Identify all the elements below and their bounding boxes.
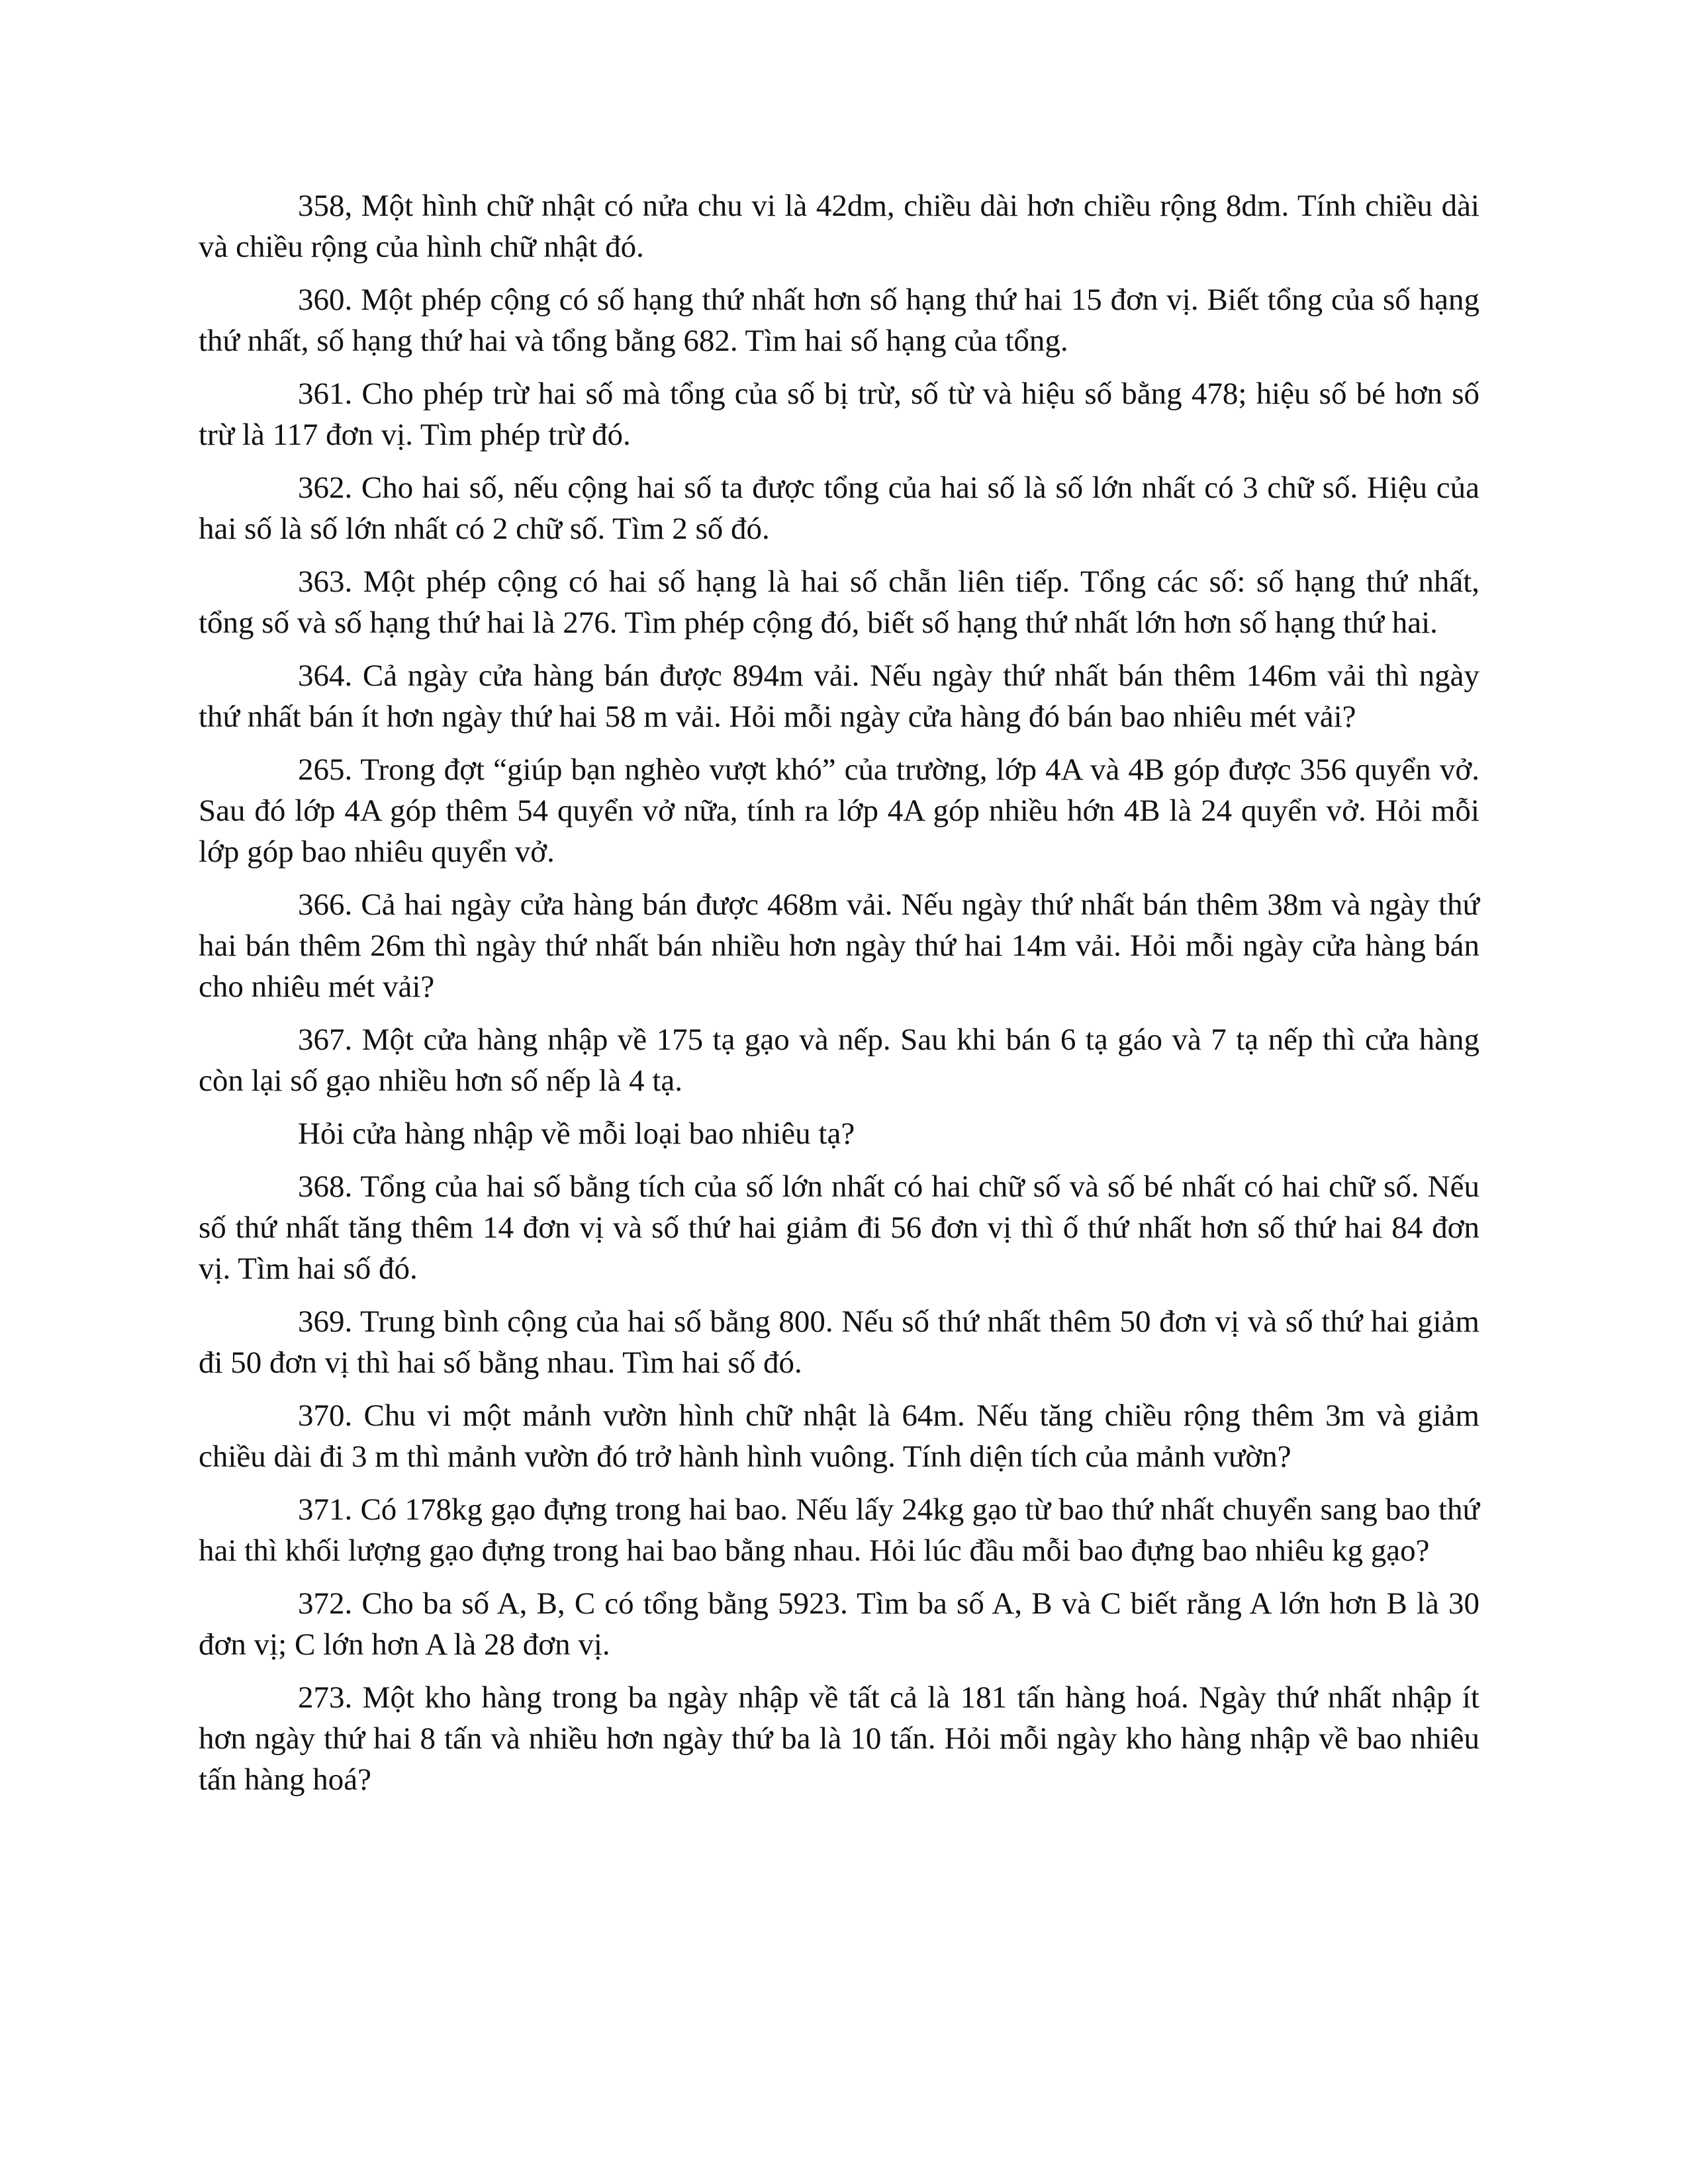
problem-361: 361. Cho phép trừ hai số mà tổng của số bị trừ, số từ và hiệu số bằng 478; hiệu số bé hơn số trừ là 117 đơn vị. Tìm phép trừ đó. bbox=[199, 377, 1479, 452]
problem-367: 367. Một cửa hàng nhập về 175 tạ gạo và nếp. Sau khi bán 6 tạ gáo và 7 tạ nếp thì cửa hàng còn lại số gạo nhiều hơn số nếp là 4 tạ. bbox=[199, 1023, 1479, 1098]
document-page bbox=[199, 185, 1479, 1812]
problem-371: 371. Có 178kg gạo đựng trong hai bao. Nếu lấy 24kg gạo từ bao thứ nhất chuyển sang bao thứ hai thì khối lượng gạo đựng trong hai bao bằng nhau. Hỏi lúc đầu mỗi bao đựng bao nhiêu kg gạo? bbox=[199, 1492, 1479, 1568]
problem-364: 364. Cả ngày cửa hàng bán được 894m vải. Nếu ngày thứ nhất bán thêm 146m vải thì ngày thứ nhất bán ít hơn ngày thứ hai 58 m vải. Hỏi mỗi ngày cửa hàng đó bán bao nhiêu mét vải? bbox=[199, 659, 1479, 734]
problem-367-question: Hỏi cửa hàng nhập về mỗi loại bao nhiêu tạ? bbox=[298, 1116, 855, 1151]
problem-265: 265. Trong đợt “giúp bạn nghèo vượt khó” của trường, lớp 4A và 4B góp được 356 quyển vở. Sau đó lớp 4A góp thêm 54 quyển vở nữa, tính ra lớp 4A góp nhiều hớn 4B là 24 quyển vở. Hỏi mỗi lớp góp bao nhiêu quyển vở. bbox=[199, 752, 1479, 869]
problem-273: 273. Một kho hàng trong ba ngày nhập về tất cả là 181 tấn hàng hoá. Ngày thứ nhất nhập ít hơn ngày thứ hai 8 tấn và nhiều hơn ngày thứ ba là 10 tấn. Hỏi mỗi ngày kho hàng nhập về bao nhiêu tấn hàng hoá? bbox=[199, 1680, 1479, 1797]
problem-362: 362. Cho hai số, nếu cộng hai số ta được tổng của hai số là số lớn nhất có 3 chữ số. Hiệu của hai số là số lớn nhất có 2 chữ số. Tìm 2 số đó. bbox=[199, 471, 1479, 546]
problem-369: 369. Trung bình cộng của hai số bằng 800. Nếu số thứ nhất thêm 50 đơn vị và số thứ hai giảm đi 50 đơn vị thì hai số bằng nhau. Tìm hai số đó. bbox=[199, 1304, 1479, 1380]
problem-370: 370. Chu vi một mảnh vườn hình chữ nhật là 64m. Nếu tăng chiều rộng thêm 3m và giảm chiều dài đi 3 m thì mảnh vườn đó trở hành hình vuông. Tính diện tích của mảnh vườn? bbox=[199, 1398, 1479, 1474]
problem-372: 372. Cho ba số A, B, C có tổng bằng 5923. Tìm ba số A, B và C biết rằng A lớn hơn B là 30 đơn vị; C lớn hơn A là 28 đơn vị. bbox=[199, 1586, 1479, 1662]
problem-368: 368. Tổng của hai số bằng tích của số lớn nhất có hai chữ số và số bé nhất có hai chữ số. Nếu số thứ nhất tăng thêm 14 đơn vị và số thứ hai giảm đi 56 đơn vị thì ố thứ nhất hơn số thứ hai 84 đơn vị. Tìm hai số đó. bbox=[199, 1169, 1479, 1286]
problem-366: 366. Cả hai ngày cửa hàng bán được 468m vải. Nếu ngày thứ nhất bán thêm 38m và ngày thứ hai bán thêm 26m thì ngày thứ nhất bán nhiều hơn ngày thứ hai 14m vải. Hỏi mỗi ngày cửa hàng bán cho nhiêu mét vải? bbox=[199, 887, 1479, 1004]
problem-360: 360. Một phép cộng có số hạng thứ nhất hơn số hạng thứ hai 15 đơn vị. Biết tổng của số hạng thứ nhất, số hạng thứ hai và tổng bằng 682. Tìm hai số hạng của tổng. bbox=[199, 283, 1479, 358]
problem-363: 363. Một phép cộng có hai số hạng là hai số chẵn liên tiếp. Tổng các số: số hạng thứ nhất, tổng số và số hạng thứ hai là 276. Tìm phép cộng đó, biết số hạng thứ nhất lớn hơn số hạng thứ hai. bbox=[199, 565, 1479, 640]
problem-358: 358, Một hình chữ nhật có nửa chu vi là 42dm, chiều dài hơn chiều rộng 8dm. Tính chiều dài và chiều rộng của hình chữ nhật đó. bbox=[199, 189, 1479, 264]
